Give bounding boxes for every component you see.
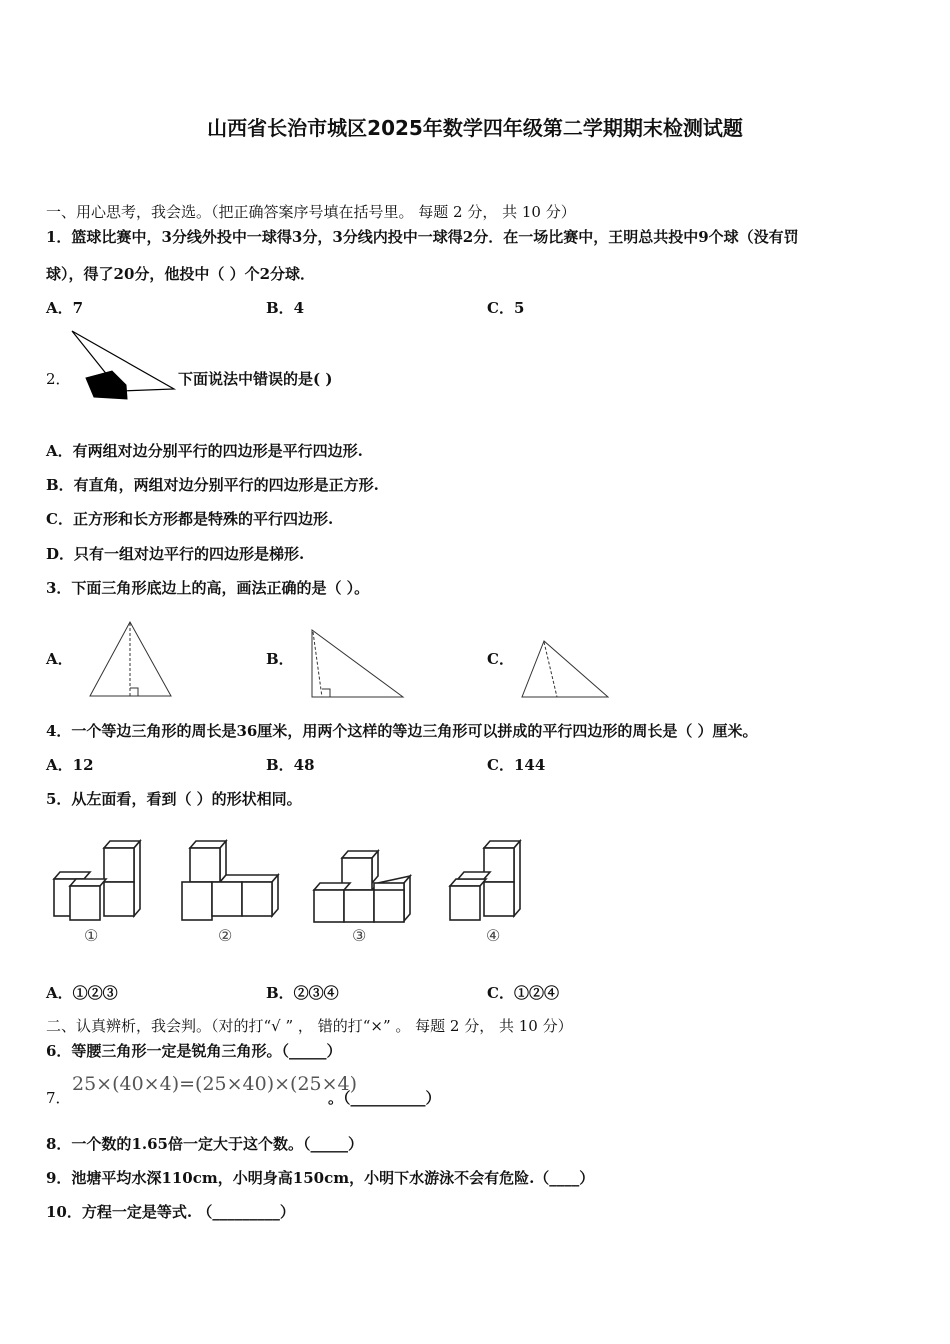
- q3-triangle-a: [88, 620, 174, 700]
- q1-option-a: A．7: [46, 299, 84, 317]
- q4-option-b: B．48: [266, 756, 315, 774]
- q2-figure: [70, 328, 180, 403]
- q7-formula: 25×(40×4)=(25×40)×(25×4): [72, 1073, 358, 1095]
- q5-figure-2: [178, 838, 282, 924]
- q7-number: 7．: [46, 1089, 71, 1107]
- q7-blank: 。（__________）: [328, 1089, 441, 1107]
- section1-header: 一、用心思考，我会选。（把正确答案序号填在括号里。 每题 2 分， 共 10 分）: [46, 203, 576, 221]
- q2-option-d: D．只有一组对边平行的四边形是梯形.: [46, 545, 305, 563]
- q1-option-c: C．5: [487, 299, 525, 317]
- q3-label-a: A．: [46, 650, 73, 668]
- q5-figure-3: [312, 848, 416, 928]
- q5-label-3: ③: [352, 926, 367, 945]
- q4-option-a: A．12: [46, 756, 94, 774]
- section2-header: 二、认真辨析，我会判。（对的打“√ ” ， 错的打“×” 。 每题 2 分， 共 10 分）: [46, 1017, 573, 1035]
- q3-triangle-c: [520, 638, 612, 700]
- q5-figure-4: [446, 838, 526, 924]
- q5-option-b: B．②③④: [266, 984, 339, 1002]
- q3-label-b: B．: [266, 650, 294, 668]
- q8-text: 8．一个数的1.65倍一定大于这个数。（_____）: [46, 1135, 363, 1153]
- q4-text: 4．一个等边三角形的周长是36厘米，用两个这样的等边三角形可以拼成的平行四边形的周长是（ ）厘米。: [46, 722, 758, 740]
- q4-option-c: C．144: [487, 756, 546, 774]
- q3-text: 3．下面三角形底边上的高，画法正确的是（ ）。: [46, 579, 370, 597]
- q3-triangle-b: [310, 628, 406, 700]
- q2-text: 下面说法中错误的是( ): [178, 370, 333, 388]
- page-title: 山西省长治市城区2025年数学四年级第二学期期末检测试题: [207, 116, 743, 140]
- q5-text: 5．从左面看，看到（ ）的形状相同。: [46, 790, 302, 808]
- q1-line1: 1．篮球比赛中，3分线外投中一球得3分，3分线内投中一球得2分．在一场比赛中，王明总共投中9个球（没有罚: [46, 228, 799, 246]
- q2-number: 2．: [46, 370, 71, 388]
- q5-label-1: ①: [84, 926, 99, 945]
- q2-option-a: A．有两组对边分别平行的四边形是平行四边形.: [46, 442, 363, 460]
- q5-option-c: C．①②④: [487, 984, 559, 1002]
- q9-text: 9．池塘平均水深110cm，小明身高150cm，小明下水游泳不会有危险.（____）: [46, 1169, 595, 1187]
- q6-text: 6．等腰三角形一定是锐角三角形。（_____）: [46, 1042, 342, 1060]
- q10-text: 10．方程一定是等式. （_________）: [46, 1203, 295, 1221]
- q1-line2: 球），得了20分，他投中（ ）个2分球．: [46, 265, 316, 283]
- q5-figure-1: [50, 838, 146, 924]
- q2-option-b: B．有直角，两组对边分别平行的四边形是正方形.: [46, 476, 379, 494]
- q2-option-c: C．正方形和长方形都是特殊的平行四边形.: [46, 510, 334, 528]
- q5-label-4: ④: [486, 926, 501, 945]
- q3-label-c: C．: [487, 650, 514, 668]
- q5-option-a: A．①②③: [46, 984, 118, 1002]
- q5-label-2: ②: [218, 926, 233, 945]
- q2-black-quadrilateral: [86, 371, 127, 399]
- q1-option-b: B．4: [266, 299, 305, 317]
